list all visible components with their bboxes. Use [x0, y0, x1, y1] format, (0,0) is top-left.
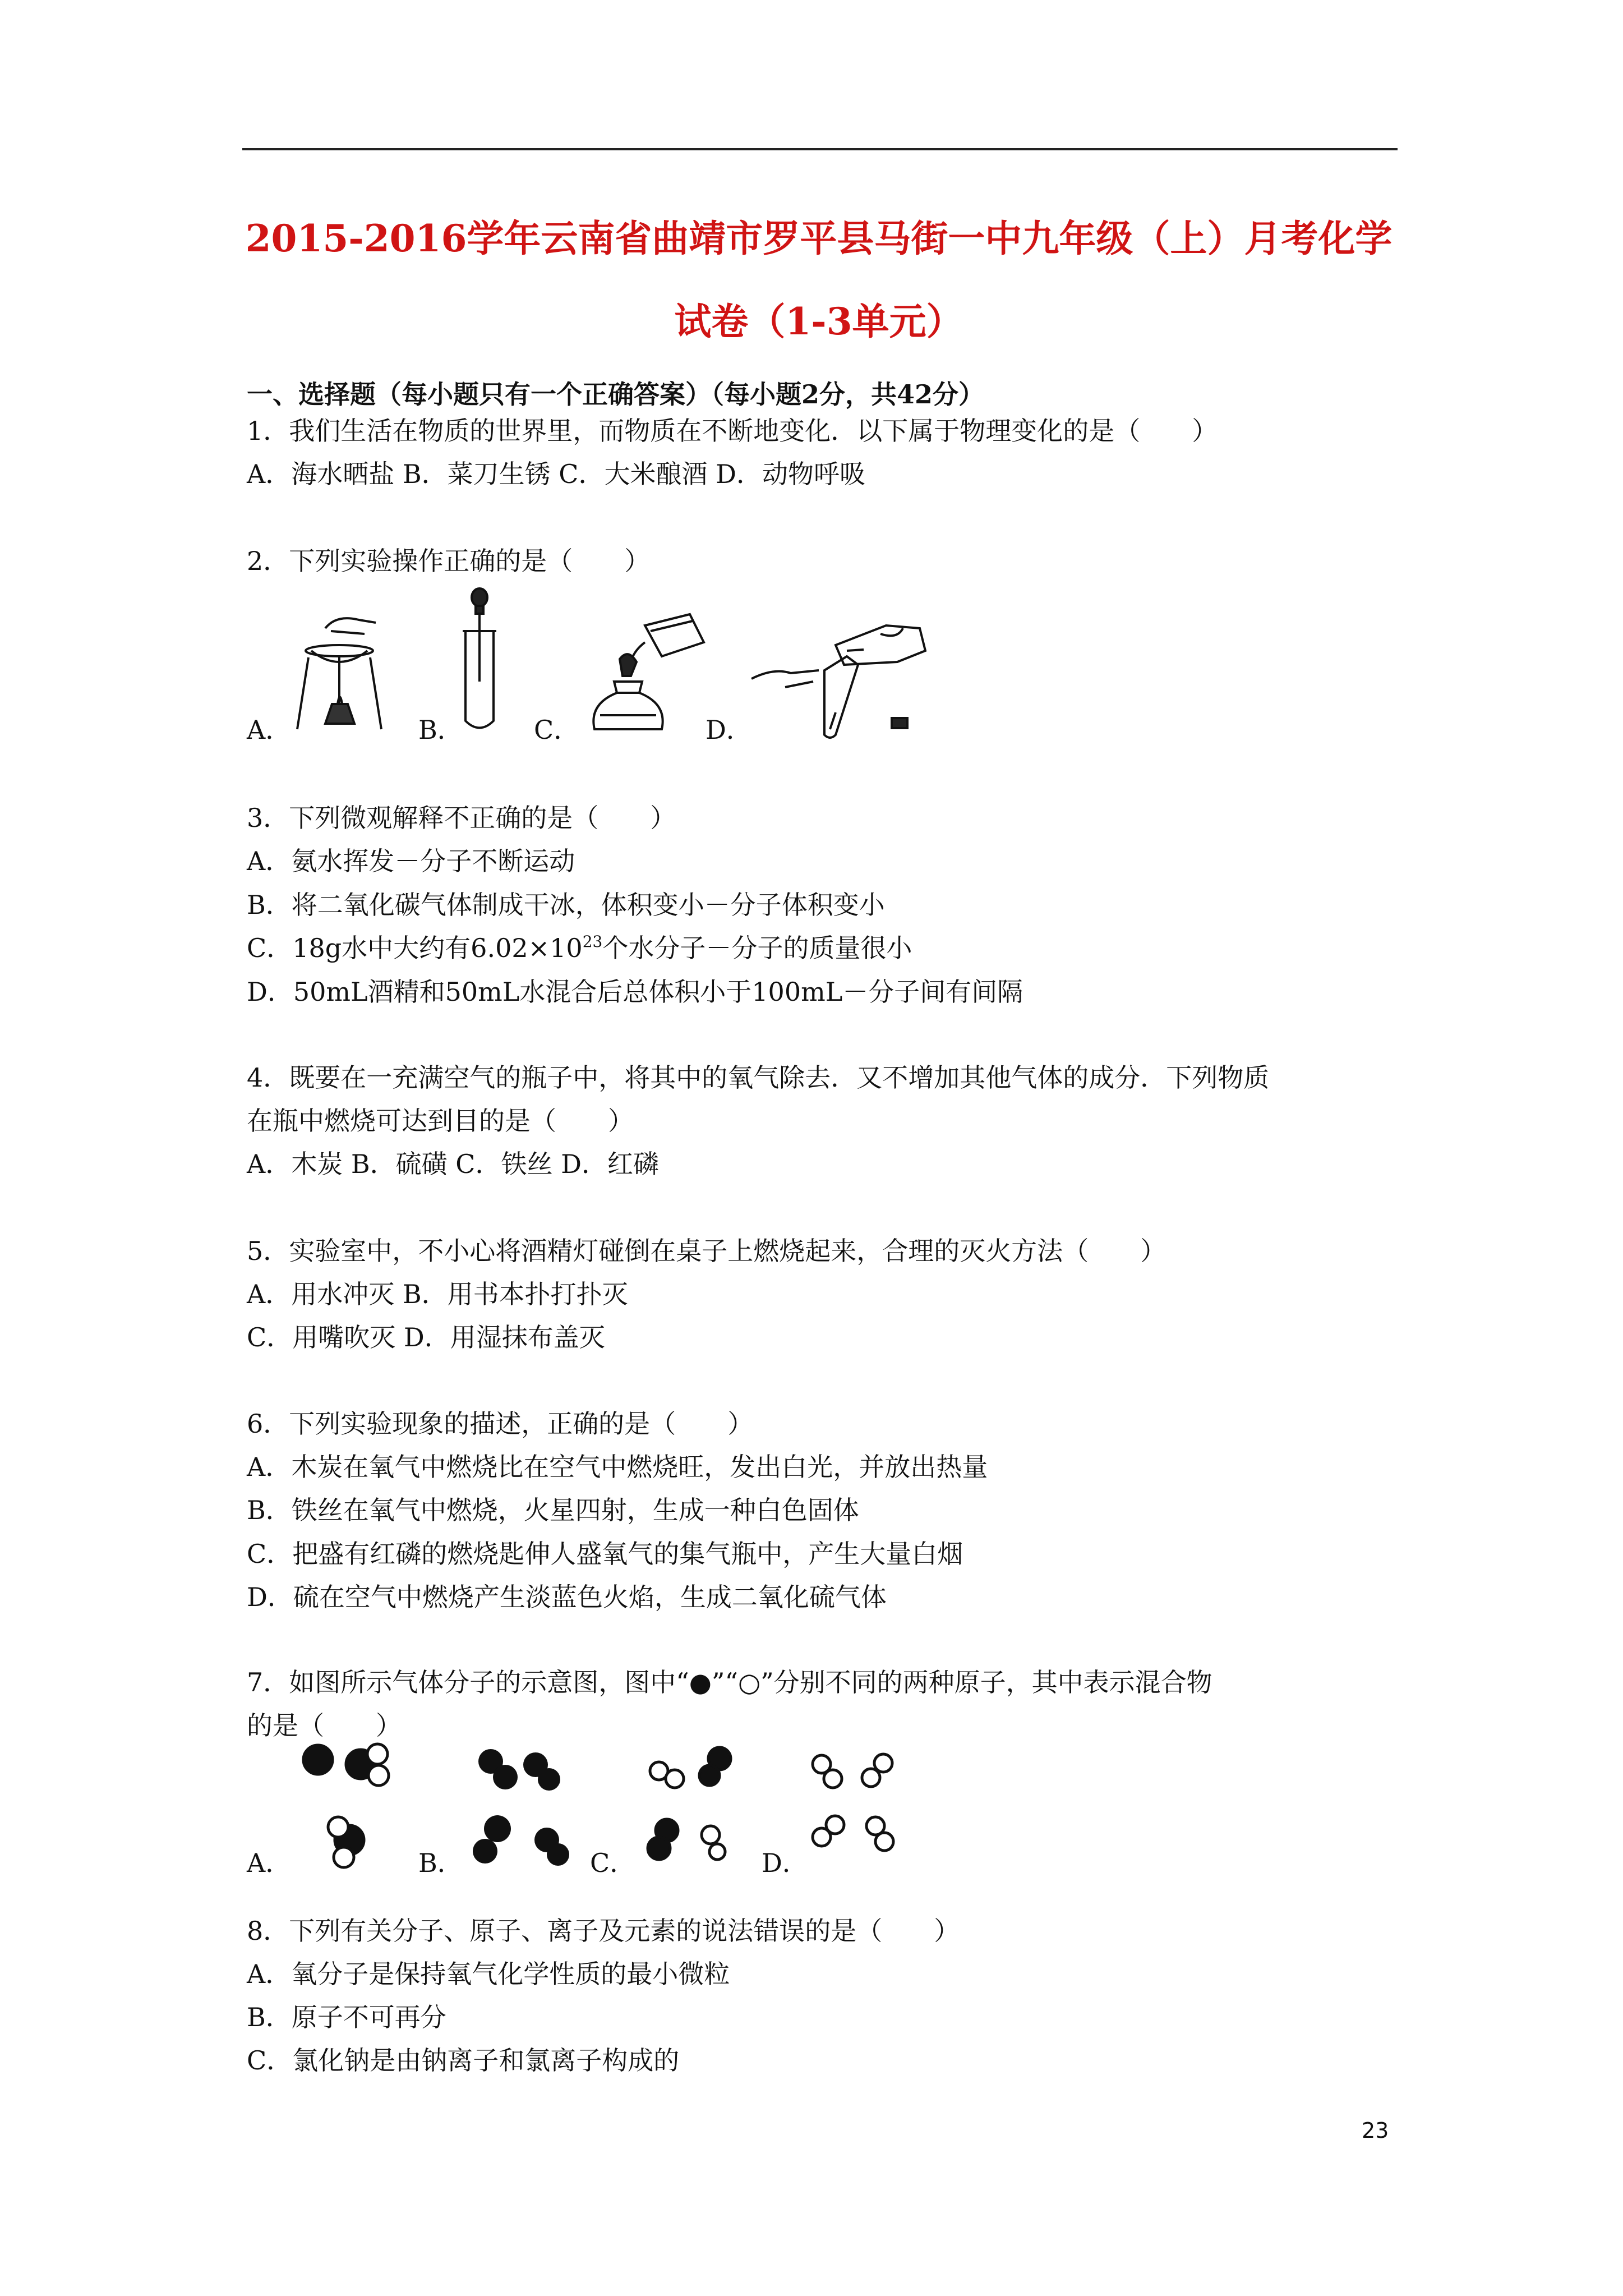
- q3-option-c: [247, 932, 912, 963]
- q6-option-a: A．木炭在氧气中燃烧比在空气中燃烧旺，发出白光，并放出热量: [247, 1452, 988, 1482]
- q3-option-c-exponent: 23: [582, 932, 603, 951]
- q5-options-line1: A．用水冲灭 B．用书本扑打扑灭: [247, 1279, 628, 1309]
- q6-stem: 6．下列实验现象的描述，正确的是（ ）: [247, 1409, 754, 1439]
- dropper-in-test-tube-icon: [460, 586, 499, 735]
- q3-option-b: B．将二氧化碳气体制成干冰，体积变小－分子体积变小: [247, 890, 885, 920]
- q7-label-c: C．: [590, 1848, 636, 1878]
- section-heading: 一、选择题（每小题只有一个正确答案）（每小题2分，共42分）: [247, 379, 985, 409]
- q8-option-b: B．原子不可再分: [247, 2002, 446, 2032]
- lighting-alcohol-lamp-icon: [578, 609, 707, 735]
- q7-label-d: D．: [762, 1848, 808, 1878]
- molecule-model-b-icon: [468, 1745, 575, 1874]
- q3-option-c-post: 个水分子－分子的质量很小: [602, 933, 912, 963]
- molecule-model-a-icon: [294, 1742, 401, 1871]
- q6-option-b: B．铁丝在氧气中燃烧，火星四射，生成一种白色固体: [247, 1495, 859, 1525]
- molecule-model-d-icon: [805, 1747, 911, 1876]
- pouring-liquid-icon: [751, 617, 931, 740]
- q7-label-a: A．: [247, 1848, 292, 1878]
- q1-options: A．海水晒盐 B．菜刀生锈 C．大米酿酒 D．动物呼吸: [247, 459, 865, 489]
- page-number: 23: [1362, 2118, 1389, 2143]
- q7-stem-line1: 7．如图所示气体分子的示意图，图中“●”“○”分别不同的两种原子，其中表示混合物: [247, 1667, 1212, 1697]
- q7-stem-line2: 的是（ ）: [247, 1710, 402, 1741]
- exam-title-line1: 2015-2016学年云南省曲靖市罗平县马街一中九年级（上）月考化学: [245, 217, 1393, 260]
- q8-stem: 8．下列有关分子、原子、离子及元素的说法错误的是（ ）: [247, 1916, 960, 1946]
- q6-option-c: C．把盛有红磷的燃烧匙伸人盛氧气的集气瓶中，产生大量白烟: [247, 1539, 963, 1569]
- q1-stem: 1．我们生活在物质的世界里，而物质在不断地变化．以下属于物理变化的是（ ）: [247, 416, 1218, 446]
- q4-stem-line1: 4．既要在一充满空气的瓶子中，将其中的氧气除去．又不增加其他气体的成分．下列物质: [247, 1062, 1270, 1093]
- q5-options-line2: C．用嘴吹灭 D．用湿抹布盖灭: [247, 1322, 605, 1352]
- q3-stem: 3．下列微观解释不正确的是（ ）: [247, 803, 676, 833]
- q4-options: A．木炭 B．硫磺 C．铁丝 D．红磷: [247, 1149, 659, 1179]
- q4-stem-line2: 在瓶中燃烧可达到目的是（ ）: [247, 1106, 634, 1136]
- q3-option-c-pre: C．18g水中大约有6.02×10: [247, 933, 583, 963]
- exam-title-line2: 试卷（1-3单元）: [674, 300, 963, 343]
- q2-stem: 2．下列实验操作正确的是（ ）: [247, 546, 651, 576]
- q8-option-c: C．氯化钠是由钠离子和氯离子构成的: [247, 2045, 680, 2076]
- q8-option-a: A．氧分子是保持氧气化学性质的最小微粒: [247, 1959, 730, 1989]
- q3-option-d: D．50mL酒精和50mL水混合后总体积小于100mL－分子间有间隔: [247, 977, 1023, 1007]
- q5-stem: 5．实验室中，不小心将酒精灯碰倒在桌子上燃烧起来，合理的灭火方法（ ）: [247, 1236, 1166, 1266]
- q6-option-d: D．硫在空气中燃烧产生淡蓝色火焰，生成二氧化硫气体: [247, 1582, 887, 1612]
- q3-option-a: A．氨水挥发－分子不断运动: [247, 846, 575, 876]
- q7-label-b: B．: [418, 1848, 463, 1878]
- q2-label-c: C．: [534, 715, 580, 745]
- molecule-model-c-icon: [642, 1742, 749, 1871]
- q2-label-d: D．: [706, 715, 752, 745]
- q2-label-b: B．: [418, 715, 463, 745]
- header-rule: [242, 148, 1398, 150]
- q2-label-a: A．: [247, 715, 292, 745]
- heating-on-tripod-icon: [292, 611, 387, 735]
